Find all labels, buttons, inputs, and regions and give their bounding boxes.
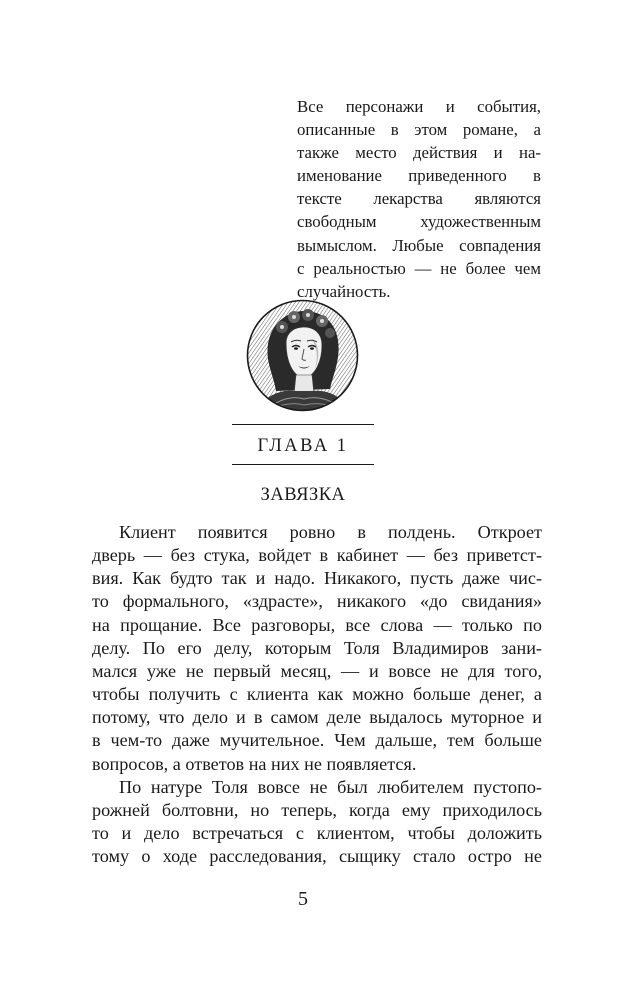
disclaimer-line: случайность. — [297, 281, 391, 301]
text-line: вия. Как будто так и надо. Никакого, пусть даже чис- — [92, 568, 542, 589]
text-line: мался уже не первый месяц, — и вовсе не для того, — [92, 660, 542, 681]
text-line: то и дело встречаться с клиентом, чтобы доложить — [92, 823, 542, 844]
text-line: чтобы получить с клиента как можно больше денег, а — [92, 684, 542, 705]
disclaimer-line: с реальностью — не более чем — [297, 258, 541, 278]
text-line: дверь — без стука, войдет в кабинет — без приветст- — [92, 545, 542, 566]
text-line: тому о ходе расследования, сыщику стало остро не — [92, 846, 542, 867]
chapter-title: ЗАВЯЗКА — [260, 485, 346, 505]
woman-portrait-medallion-icon — [246, 299, 359, 412]
text-line: в чем-то даже мучительное. Чем дальше, тем больше — [92, 730, 542, 751]
body-text — [92, 521, 542, 868]
text-line: потому, что дело и в самом деле выдалось муторное и — [92, 707, 542, 728]
disclaimer-line: свободным художественным — [297, 212, 541, 232]
text-line: вопросов, а ответов на них не появляется. — [92, 753, 417, 774]
disclaimer-line: тексте лекарства являются — [297, 189, 541, 209]
text-line: на прощание. Все разговоры, все слова — только по — [92, 614, 542, 635]
chapter-rule-bottom — [232, 464, 374, 465]
text-line: По натуре Толя вовсе не был любителем пустопо- — [119, 776, 542, 797]
disclaimer-line: вымыслом. Любые совпадения — [297, 235, 541, 255]
text-line: Клиент появится ровно в полдень. Откроет — [119, 522, 542, 542]
disclaimer-line: именование приведенного в — [297, 166, 541, 186]
disclaimer-line: также место действия и на- — [297, 143, 541, 163]
page-number: 5 — [298, 888, 308, 910]
disclaimer-line: Все персонажи и события, — [297, 97, 541, 116]
text-line: то формального, «здрасте», никакого «до свидания» — [92, 591, 542, 612]
disclaimer-epigraph — [297, 95, 541, 303]
chapter-label: ГЛАВА 1 — [257, 436, 349, 456]
text-line: делу. По его делу, которым Толя Владимиров зани- — [92, 637, 542, 658]
chapter-rule-top — [232, 424, 374, 425]
disclaimer-line: описанные в этом романе, а — [297, 120, 541, 140]
text-line: рожней болтовни, но теперь, когда ему приходилось — [92, 799, 542, 820]
